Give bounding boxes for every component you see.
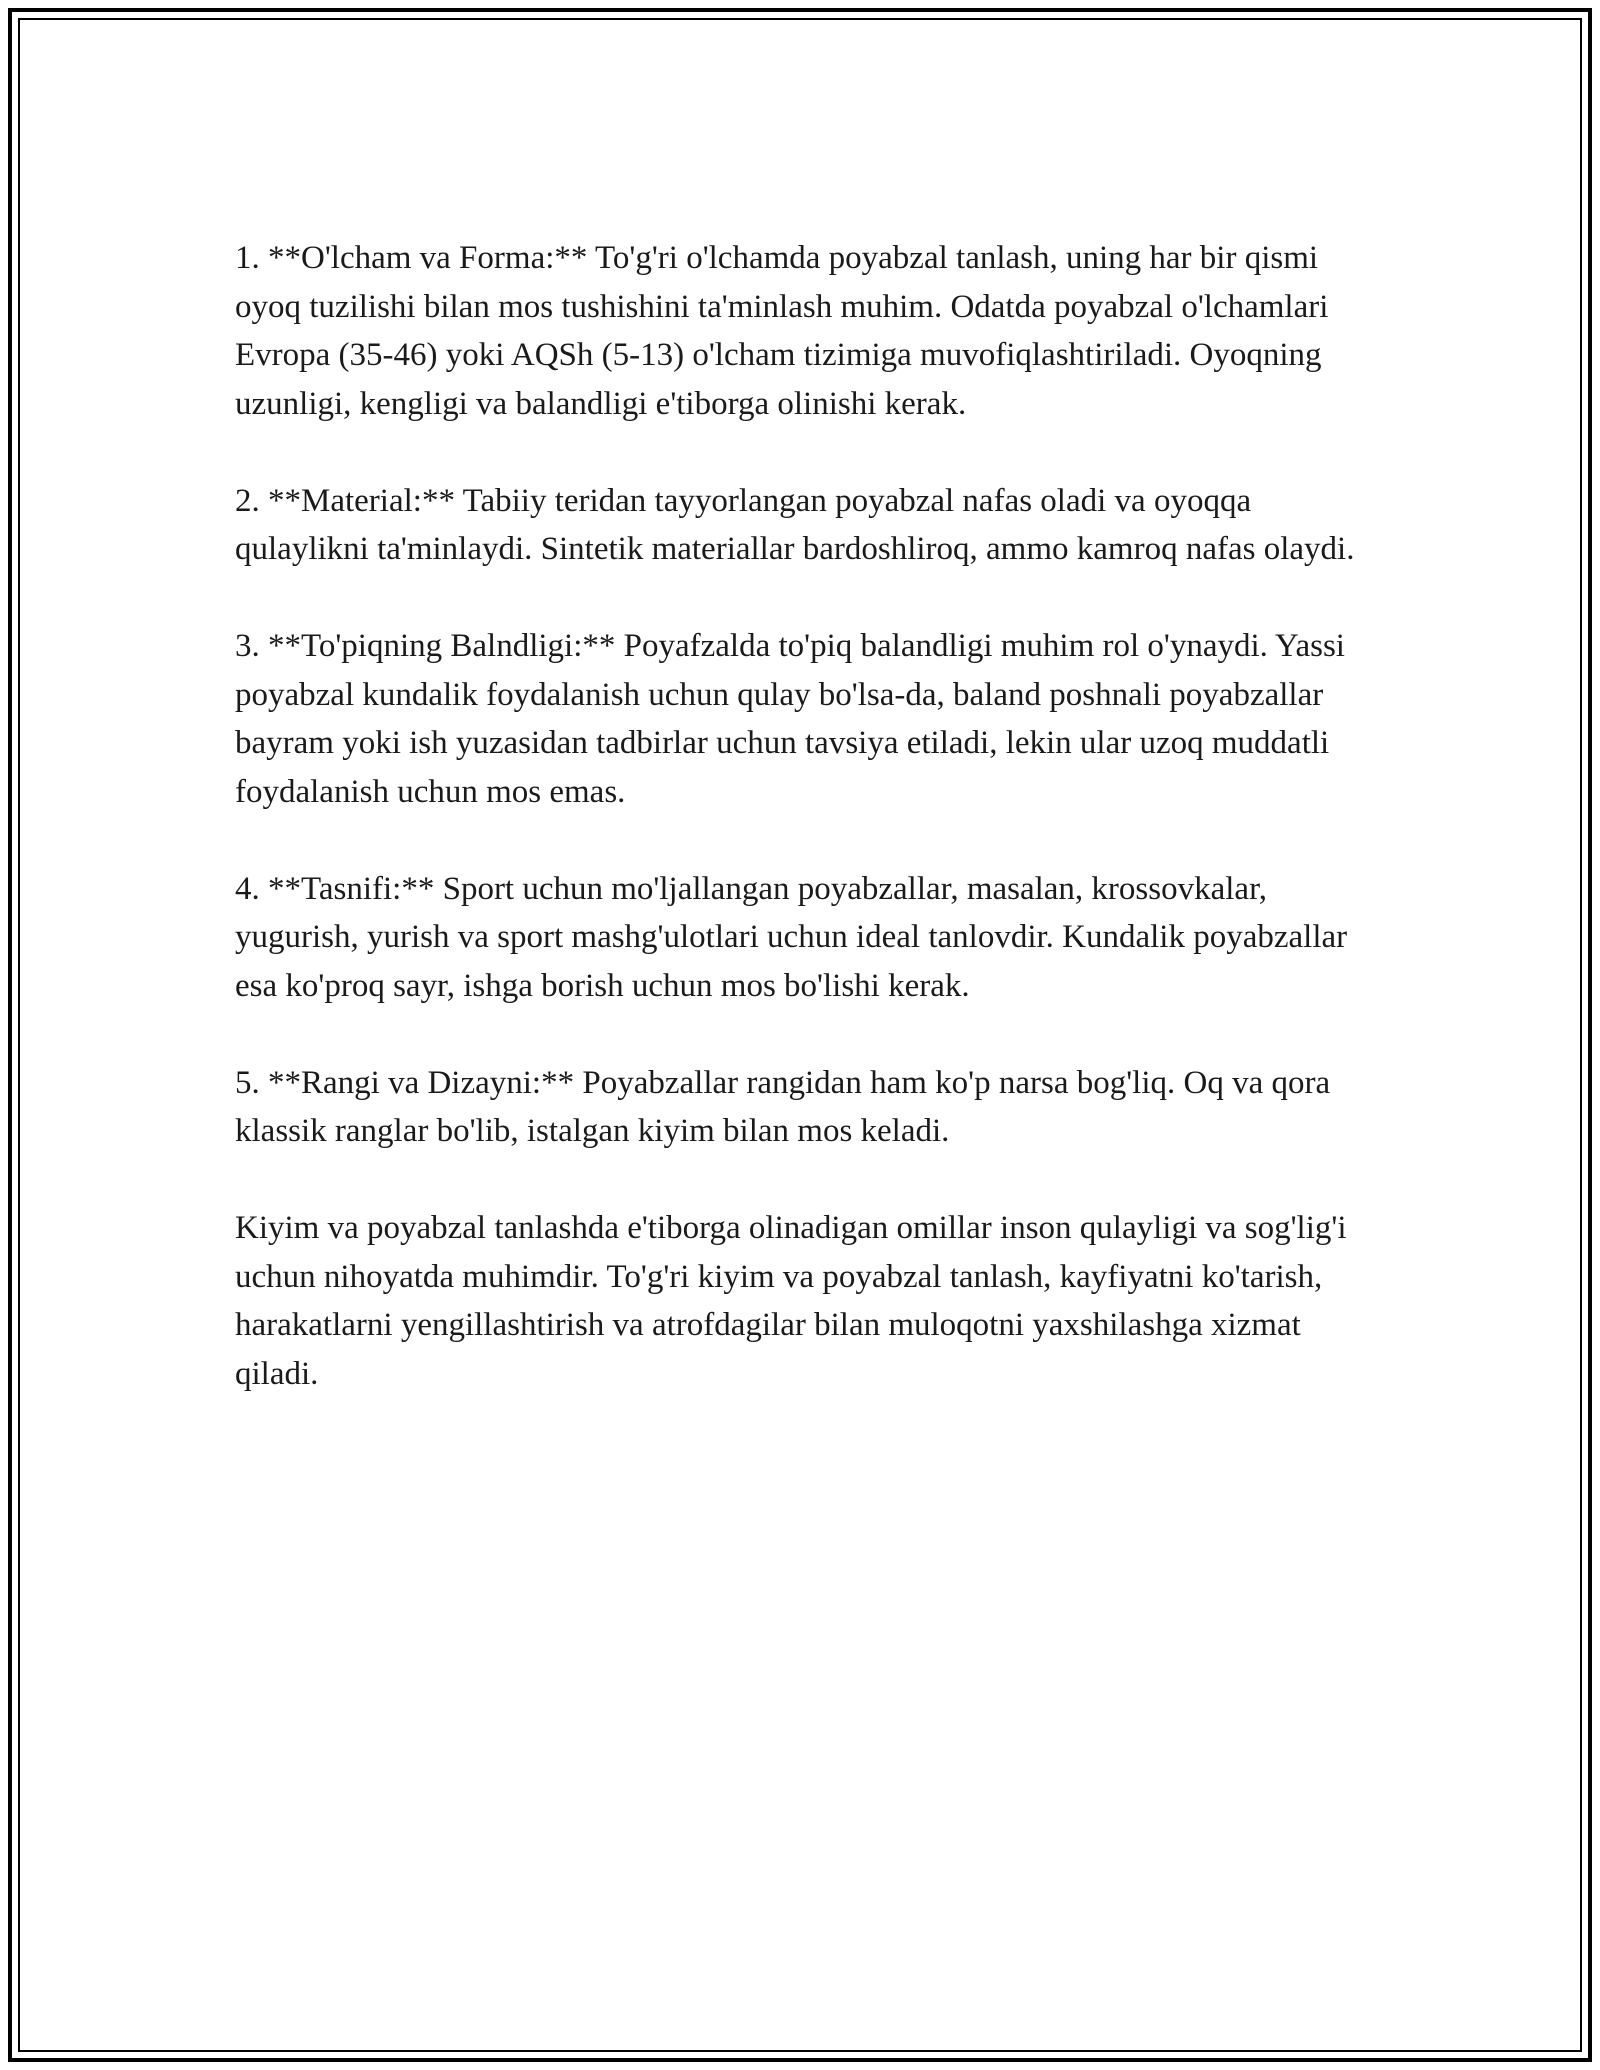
document-body [235,234,1385,1398]
paragraph-classification: 4. **Tasnifi:** Sport uchun mo'ljallangan poyabzallar, masalan, krossovkalar, yugurish, yurish va sport mashg'ulotlari uchun ideal tanlovdir. Kundalik poyabzallar esa ko'proq sayr, ishga borish uchun mos bo'lishi kerak. [235,870,1348,1004]
paragraph-color-and-design: 5. **Rangi va Dizayni:** Poyabzallar rangidan ham ko'p narsa bog'liq. Oq va qora klassik ranglar bo'lib, istalgan kiyim bilan mos keladi. [235,1064,1331,1149]
paragraph-conclusion: Kiyim va poyabzal tanlashda e'tiborga olinadigan omillar inson qulayligi va sog'lig'i uchun nihoyatda muhimdir. To'g'ri kiyim va poyabzal tanlash, kayfiyatni ko'tarish, harakatlarni yengillashtirish va atrofdagilar bilan muloqotni yaxshilashga xizmat qiladi. [235,1210,1347,1392]
paragraph-material: 2. **Material:** Tabiiy teridan tayyorlangan poyabzal nafas oladi va oyoqqa qulaylikni ta'minlaydi. Sintetik materiallar bardoshliroq, ammo kamroq nafas olaydi. [235,482,1355,567]
paragraph-size-and-shape: 1. **O'lcham va Forma:** To'g'ri o'lchamda poyabzal tanlash, uning har bir qismi oyoq tuzilishi bilan mos tushishini ta'minlash muhim. Odatda poyabzal o'lchamlari Evropa (35-46) yoki AQSh (5-13) o'lcham tizimiga muvofiqlashtiriladi. Oyoqning uzunligi, kengligi va balandligi e'tiborga olinishi kerak. [235,240,1329,422]
paragraph-heel-height: 3. **To'piqning Balndligi:** Poyafzalda to'piq balandligi muhim rol o'ynaydi. Yassi poyabzal kundalik foydalanish uchun qulay bo'lsa-da, baland poshnali poyabzallar bayram yoki ish yuzasidan tadbirlar uchun tavsiya etiladi, lekin ular uzoq muddatli foydalanish uchun mos emas. [235,628,1345,810]
